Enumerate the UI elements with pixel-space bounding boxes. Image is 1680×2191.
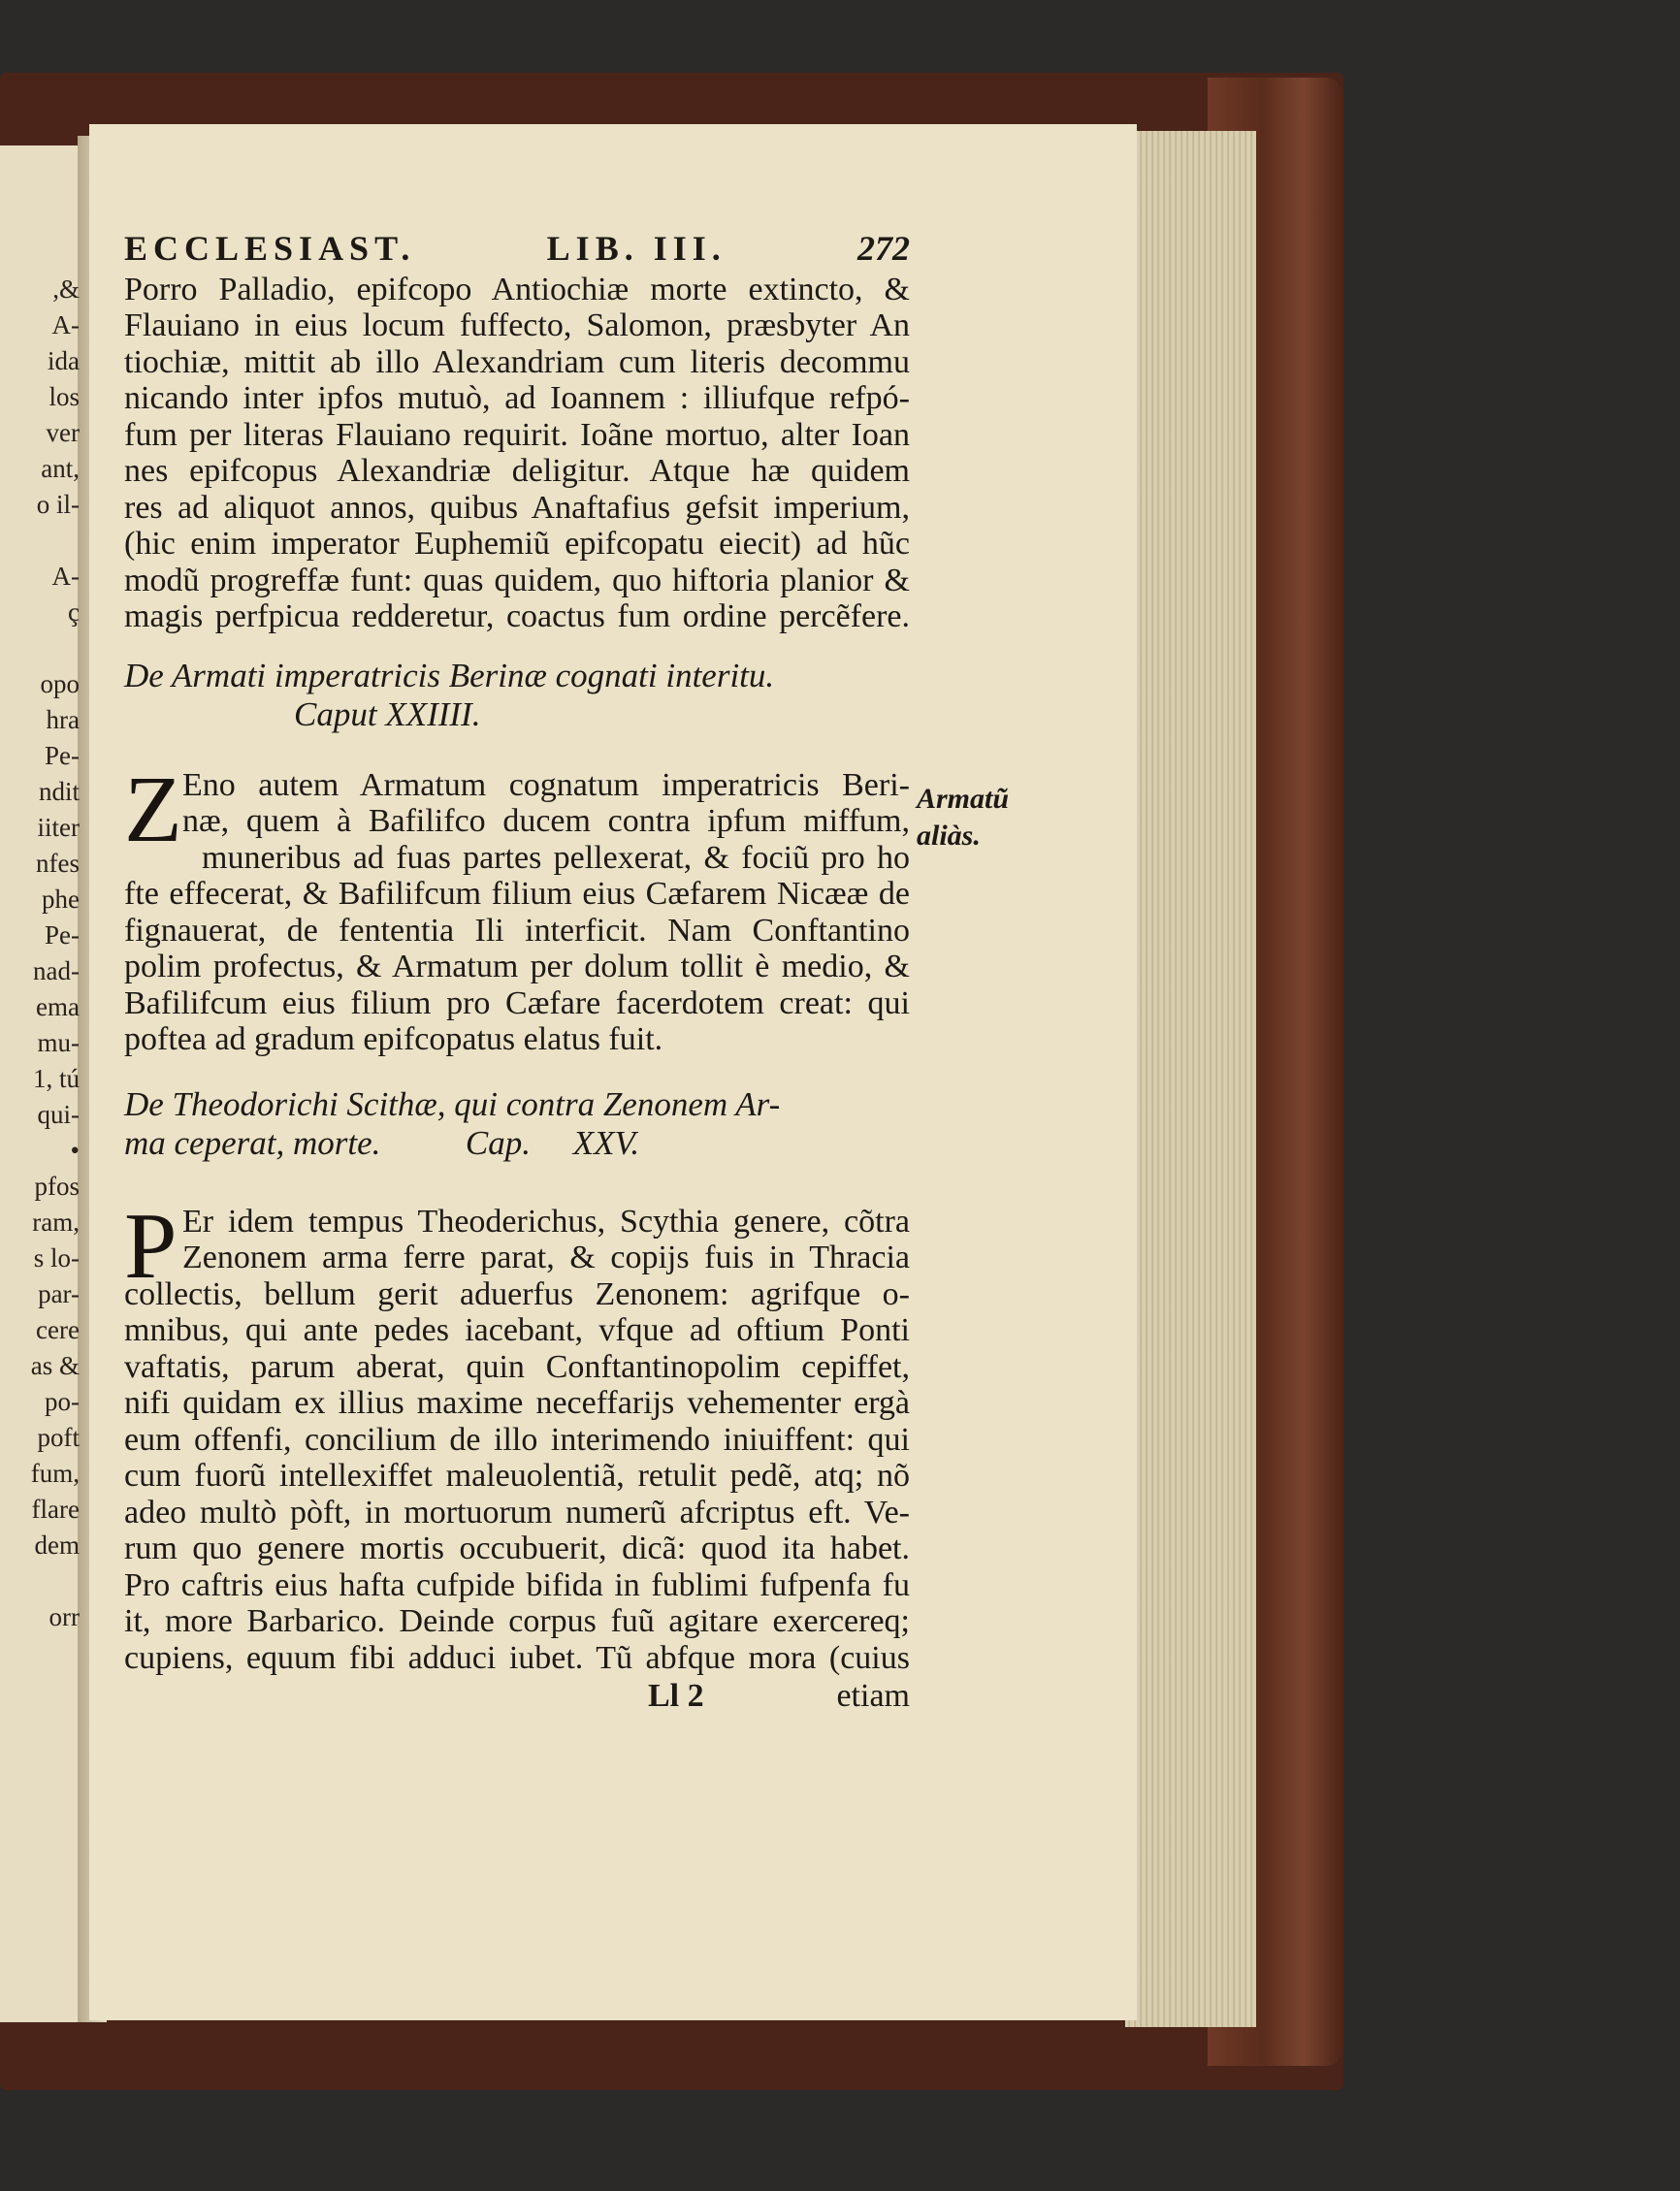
signature-mark: Ll 2 [648,1678,704,1714]
left-page-edge-word: poft [37,1423,80,1452]
left-page-edge-word: flare [31,1495,80,1524]
left-page-edge-word: dem [34,1530,80,1560]
left-page-edge-word [0,523,80,559]
left-page-edge-word: los [48,382,80,411]
left-page-edge-word: ç [68,597,80,627]
left-page-edge-word: o il- [36,490,80,519]
text-line: tiochiæ, mittit ab illo Alexandriam cum literis decommu [124,343,910,380]
left-page-edge-word: opo [40,669,80,698]
chapter-heading-24 [124,657,910,734]
left-page-edge-word: par- [38,1279,80,1308]
text-line: nifi quidam ex illius maxime neceffarijs vehementer ergà [124,1385,910,1421]
left-page-edge-word: nad- [33,956,80,985]
text-line: cupiens, equum fibi adduci iubet. Tũ abfque mora (cuius [124,1639,910,1676]
marginal-note-line: Armatũ [917,783,1010,815]
left-page-edge-word: 1, tú [32,1064,80,1093]
chapter-title: De Armati imperatricis Berinæ cognati interitu. [124,656,775,694]
left-page-edge-word: po- [45,1387,80,1416]
text-line: Pro caftris eius hafta cufpide bifida in fublimi fufpenfa fu [124,1566,910,1603]
drop-cap: Z [124,757,182,862]
text-line: adeo multò pòft, in mortuorum numerũ afcriptus eft. Ve- [124,1494,910,1530]
paragraph-1 [124,272,910,635]
text-line: Er idem tempus Theoderichus, Scythia genere, cõtra [182,1203,910,1240]
left-page-edge-word: ver [46,418,80,447]
chapter-title: De Theodorichi Scithæ, qui contra Zenonem Ar- [124,1084,781,1123]
text-line: Bafilifcum eius filium pro Cæfare facerdotem creat: qui [124,984,910,1021]
text-line: nicando inter ipfos mutuò, ad Ioannem : illiufque refpó- [124,380,910,416]
chapter-number: ma ceperat, morte. Cap. XXV. [124,1123,640,1162]
marginal-note-line: aliàs. [917,820,981,852]
page-number: 272 [856,229,910,268]
text-line: it, more Barbarico. Deinde corpus fuũ agitare exercereq; [124,1603,910,1639]
left-page-edge-word: Pe- [45,920,80,950]
left-page-edge-word: ndit [38,777,80,806]
text-line: cum fuorũ intellexiffet maleuolentiã, retulit pedẽ, atq; nõ [124,1458,910,1494]
left-page-edge-word: A- [51,562,80,591]
left-page-edge-word: phe [42,885,80,914]
left-page-edge-word: pfos [34,1172,80,1201]
text-line: polim profectus, & Armatum per dolum tollit è medio, & [124,949,910,984]
left-page-edge-word: orr [48,1602,80,1631]
left-page-edge-word: qui- [37,1100,80,1129]
text-line: Eno autem Armatum cognatum imperatricis Beri- [182,766,910,803]
left-page-edge-word: • [70,1136,80,1165]
text-line: collectis, bellum gerit aduerfus Zenonem: agrifque o- [124,1275,910,1312]
left-page-edge-word: ema [36,992,80,1021]
left-page-text-edge [0,272,80,1635]
text-line: (hic enim imperator Euphemiũ epifcopatu eiecit) ad hũc [124,526,910,562]
left-page-edge-word: ida [48,346,80,375]
left-page-edge-word: ant, [41,454,80,483]
paragraph-3 [124,1193,910,1677]
page-footer [124,1678,910,1715]
text-line: fte effecerat, & Bafilifcum filium eius Cæfarem Nicææ de [124,876,910,912]
page-text-block [124,231,910,1715]
text-line: modũ progreffæ funt: quas quidem, quo hiftoria planior & [124,562,910,598]
left-page-edge-word [0,630,80,666]
header-book: LIB. III. [546,229,727,268]
chapter-heading-25 [124,1085,910,1163]
text-line: Flauiano in eius locum fuffecto, Salomon, præsbyter An [124,307,910,343]
text-line: eum offenfi, concilium de illo interimendo iniuiffent: qui [124,1421,910,1458]
left-page-edge-word: s lo- [33,1243,80,1273]
running-header [124,231,910,268]
left-page-edge-word: cere [36,1315,80,1344]
text-line: magis perfpicua redderetur, coactus fum ordine percẽfere. [124,598,910,634]
paragraph-2 [124,757,910,1058]
left-page-edge-word: Pe- [45,741,80,770]
marginal-note [917,781,1009,854]
catchword: etiam [836,1678,910,1714]
left-page-edge-word: nfes [36,849,80,878]
left-page-edge-word: as & [30,1351,80,1380]
left-page-edge-word: fum, [30,1459,80,1488]
left-page-edge-word: ,& [52,274,80,304]
text-line: mnibus, qui ante pedes iacebant, vfque ad oftium Ponti [124,1312,910,1348]
left-page-edge-word: ram, [32,1208,80,1237]
text-line: nes epifcopus Alexandriæ deligitur. Atque hæ quidem [124,453,910,489]
text-line: muneribus ad fuas partes pellexerat, & fociũ pro ho [202,839,910,876]
text-line: fignauerat, de fententia Ili interficit. Nam Conftantino [124,912,910,949]
page-block-edge [1125,131,1256,2027]
drop-cap: P [124,1193,178,1299]
text-line: fum per literas Flauiano requirit. Ioãne mortuo, alter Ioan [124,416,910,453]
text-line: poftea ad gradum epifcopatus elatus fuit. [124,1021,663,1057]
text-line: Zenonem arma ferre parat, & copijs fuis in Thracia [182,1240,910,1275]
left-page-edge-word: A- [51,310,80,339]
text-line: Porro Palladio, epifcopo Antiochiæ morte extincto, & [124,271,910,307]
chapter-number: Caput XXIIII. [294,694,481,733]
text-line: res ad aliquot annos, quibus Anaftafius gefsit imperium, [124,489,910,526]
header-title: ECCLESIAST. [124,229,416,268]
left-page-edge-word: iiter [37,813,80,842]
text-line: næ, quem à Bafilifco ducem contra ipfum miffum, [182,803,910,839]
left-page-edge-word: hra [46,705,80,734]
text-line: vaftatis, parum aberat, quin Conftantinopolim cepiffet, [124,1348,910,1385]
left-page-edge-word [0,1563,80,1599]
text-line: rum quo genere mortis occubuerit, dicã: quod ita habet. [124,1530,910,1566]
left-page-edge-word: mu- [37,1028,80,1057]
